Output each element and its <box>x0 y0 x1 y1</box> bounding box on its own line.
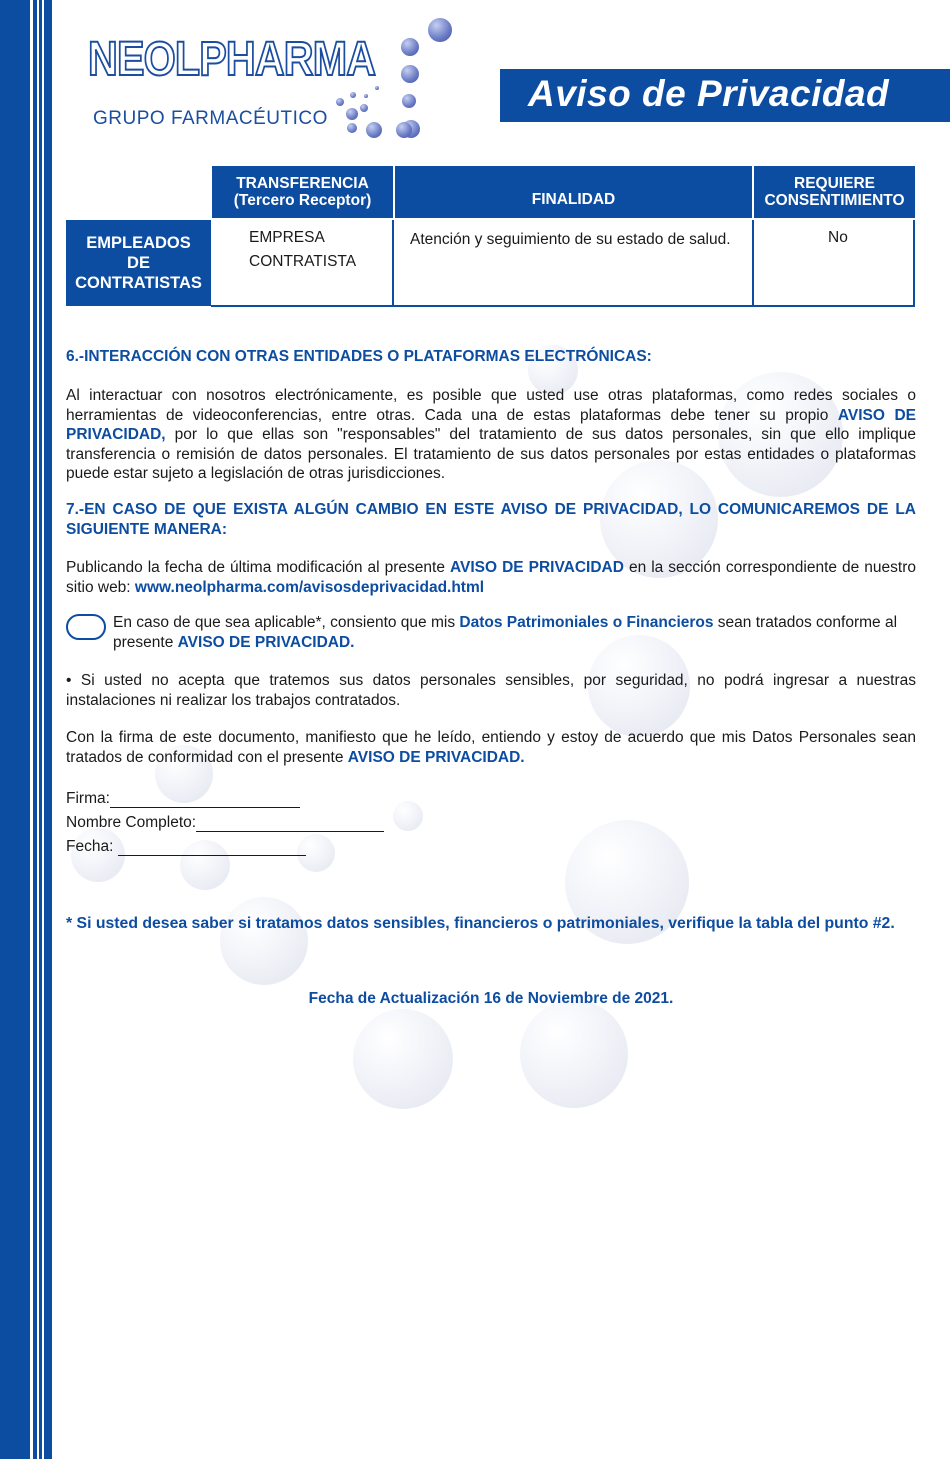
logo-subtitle: GRUPO FARMACÉUTICO <box>93 108 328 129</box>
logo-wordmark: NEOLPHARMA <box>88 33 376 86</box>
cell-receptor-line2: CONTRATISTA <box>249 253 357 270</box>
row-header-line1: EMPLEADOS <box>86 234 191 252</box>
agreement-bold: AVISO DE PRIVACIDAD. <box>347 748 525 766</box>
signature-label: Firma: <box>66 790 110 807</box>
header-requiere <box>754 166 915 218</box>
date-label: Fecha: <box>66 838 114 855</box>
cell-receptor <box>249 226 356 274</box>
section-7-text-b: en la sección correspondiente de nuestro sitio web: <box>66 559 917 596</box>
row-header-line3: CONTRATISTAS <box>75 274 202 292</box>
website-link[interactable]: www.neolpharma.com/avisosdeprivacidad.html <box>134 578 485 596</box>
date-field[interactable] <box>66 838 306 856</box>
sensitive-data-notice: • Si usted no acepta que tratemos sus datos personales sensibles, por seguridad, no podrá ingresar a nuestras instalaciones ni realizar los trabajos contratados. <box>66 672 916 709</box>
cell-consentimiento: No <box>828 229 848 246</box>
row-header-line2: DE <box>127 254 150 272</box>
signature-field[interactable] <box>66 790 300 808</box>
header-transferencia <box>212 166 393 218</box>
header-transferencia-line2: (Tercero Receptor) <box>233 192 372 209</box>
consent-bold: Datos Patrimoniales o Financieros <box>459 614 714 631</box>
cell-receptor-line1: EMPRESA <box>249 229 325 246</box>
agreement-paragraph <box>66 728 916 767</box>
footnote: * Si usted desea saber si tratamos datos sensibles, financieros o patrimoniales, verifique la tabla del punto #2. <box>66 915 895 932</box>
page-title-banner <box>500 69 950 122</box>
section-6-bold: AVISO DE PRIVACIDAD, <box>66 406 917 443</box>
section-7-title: 7.-EN CASO DE QUE EXISTA ALGÚN CAMBIO EN ESTE AVISO DE PRIVACIDAD, LO COMUNICAREMOS DE LA SIGUIENTE MANERA: <box>66 501 916 538</box>
cell-finalidad: Atención y seguimiento de su estado de salud. <box>410 231 731 248</box>
section-6-text-a: Al interactuar con nosotros electrónicamente, es posible que usted use otras plataformas, como redes sociales o herramientas de videoconferencias, entre otras. Cada una de estas plataformas debe tener su propio <box>66 387 916 424</box>
consent-bold-2: AVISO DE PRIVACIDAD. <box>177 633 355 651</box>
consent-text <box>113 613 913 652</box>
header-requiere-line1: REQUIERE <box>794 175 875 192</box>
section-6-paragraph <box>66 386 916 484</box>
header-finalidad <box>395 166 752 218</box>
left-decorative-stripes <box>0 0 52 1459</box>
consent-text-a: En caso de que sea aplicable*, consiento que mis <box>113 614 460 631</box>
section-6-title: 6.-INTERACCIÓN CON OTRAS ENTIDADES O PLATAFORMAS ELECTRÓNICAS: <box>66 348 652 365</box>
agreement-text: Con la firma de este documento, manifiesto que he leído, entiendo y estoy de acuerdo que mis Datos Personales sean tratados de conformidad con el presente <box>66 729 916 766</box>
section-6-text-b: por lo que ellas son "responsables" del tratamiento de sus datos personales, sin que ello implique transferencia o remisión de datos personales. El tratamiento de sus datos personales por estas entidades o plataformas puede estar sujeto a legislación de otras jurisdicciones. <box>66 426 916 482</box>
full-name-label: Nombre Completo: <box>66 814 197 831</box>
neolpharma-logo <box>88 28 458 143</box>
section-7-paragraph <box>66 558 916 597</box>
financial-data-consent-checkbox[interactable] <box>66 614 106 640</box>
full-name-field[interactable] <box>66 814 384 832</box>
page-title: Aviso de Privacidad <box>528 73 890 114</box>
update-date: Fecha de Actualización 16 de Noviembre de 2021. <box>308 990 674 1007</box>
section-7-text-a: Publicando la fecha de última modificación al presente <box>66 559 450 576</box>
header-finalidad-label: FINALIDAD <box>531 190 616 208</box>
row-header-empleados <box>66 220 211 306</box>
header-requiere-line2: CONSENTIMIENTO <box>764 192 905 209</box>
consent-text-b: sean tratados conforme al presente <box>113 614 898 651</box>
section-7-bold: AVISO DE PRIVACIDAD <box>449 559 624 576</box>
header-transferencia-line1: TRANSFERENCIA <box>236 175 369 192</box>
